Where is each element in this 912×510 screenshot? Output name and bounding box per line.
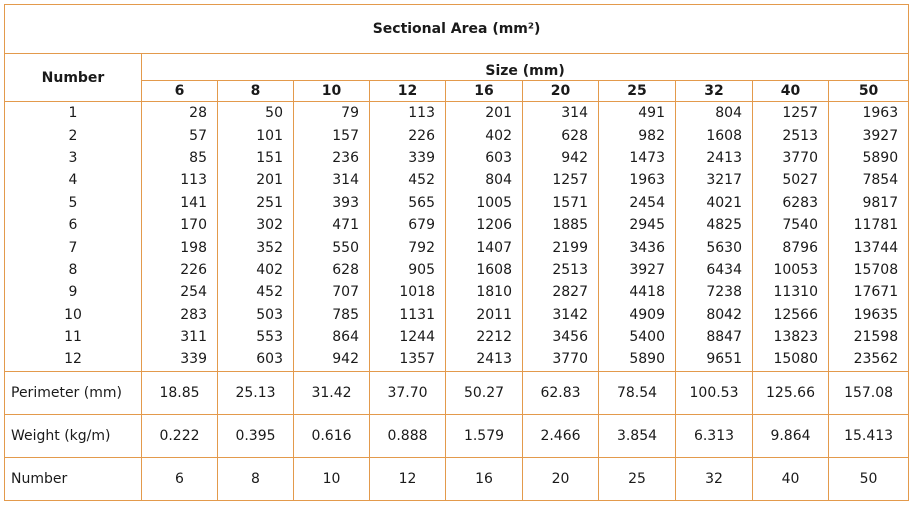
area-value-cell: 19635 (829, 304, 909, 326)
area-value-cell: 3927 (599, 259, 676, 281)
area-value-cell: 1571 (523, 192, 599, 214)
area-value-cell: 8042 (676, 304, 753, 326)
number-row-value: 10 (294, 457, 370, 500)
table-row (5, 192, 909, 214)
area-value-cell: 3770 (753, 147, 829, 169)
area-value-cell: 2513 (753, 124, 829, 146)
area-value-cell: 311 (142, 326, 218, 348)
number-row-value: 16 (446, 457, 523, 500)
area-value-cell: 1963 (829, 102, 909, 125)
perimeter-row-value: 100.53 (676, 371, 753, 414)
area-value-cell: 553 (218, 326, 294, 348)
weight-row-value: 9.864 (753, 414, 829, 457)
area-value-cell: 942 (523, 147, 599, 169)
area-value-cell: 1407 (446, 236, 523, 258)
area-value-cell: 452 (370, 169, 446, 191)
area-value-cell: 9651 (676, 348, 753, 371)
area-value-cell: 113 (370, 102, 446, 125)
number-row-value: 50 (829, 457, 909, 500)
area-value-cell: 12566 (753, 304, 829, 326)
area-value-cell: 170 (142, 214, 218, 236)
weight-row-value: 0.222 (142, 414, 218, 457)
area-value-cell: 23562 (829, 348, 909, 371)
size-column-header: 50 (829, 81, 909, 102)
bar-count-cell: 11 (5, 326, 142, 348)
area-value-cell: 157 (294, 124, 370, 146)
bar-count-cell: 12 (5, 348, 142, 371)
number-row-value: 32 (676, 457, 753, 500)
bar-count-cell: 10 (5, 304, 142, 326)
area-value-cell: 1885 (523, 214, 599, 236)
size-column-header: 8 (218, 81, 294, 102)
area-value-cell: 7854 (829, 169, 909, 191)
area-value-cell: 2413 (446, 348, 523, 371)
number-row-value: 20 (523, 457, 599, 500)
number-row-value: 12 (370, 457, 446, 500)
area-value-cell: 4021 (676, 192, 753, 214)
weight-row-value: 0.616 (294, 414, 370, 457)
weight-row-value: 6.313 (676, 414, 753, 457)
bar-count-cell: 1 (5, 102, 142, 125)
perimeter-row-value: 62.83 (523, 371, 599, 414)
weight-row-label: Weight (kg/m) (5, 414, 142, 457)
bar-count-cell: 8 (5, 259, 142, 281)
area-value-cell: 452 (218, 281, 294, 303)
area-value-cell: 471 (294, 214, 370, 236)
table-row (5, 348, 909, 371)
area-value-cell: 628 (294, 259, 370, 281)
perimeter-row-value: 125.66 (753, 371, 829, 414)
area-value-cell: 1005 (446, 192, 523, 214)
area-value-cell: 3456 (523, 326, 599, 348)
table-row (5, 304, 909, 326)
area-value-cell: 5400 (599, 326, 676, 348)
size-column-header: 32 (676, 81, 753, 102)
area-value-cell: 151 (218, 147, 294, 169)
area-value-cell: 1963 (599, 169, 676, 191)
perimeter-row-value: 37.70 (370, 371, 446, 414)
area-value-cell: 254 (142, 281, 218, 303)
perimeter-row-value: 78.54 (599, 371, 676, 414)
area-value-cell: 6283 (753, 192, 829, 214)
area-value-cell: 17671 (829, 281, 909, 303)
bar-count-cell: 4 (5, 169, 142, 191)
area-value-cell: 4418 (599, 281, 676, 303)
number-row-value: 40 (753, 457, 829, 500)
area-value-cell: 352 (218, 236, 294, 258)
area-value-cell: 13744 (829, 236, 909, 258)
perimeter-row-value: 31.42 (294, 371, 370, 414)
table-row (5, 259, 909, 281)
area-value-cell: 942 (294, 348, 370, 371)
size-column-header: 10 (294, 81, 370, 102)
area-value-cell: 251 (218, 192, 294, 214)
weight-row-value: 0.888 (370, 414, 446, 457)
area-value-cell: 21598 (829, 326, 909, 348)
area-value-cell: 141 (142, 192, 218, 214)
table-row (5, 124, 909, 146)
area-value-cell: 3217 (676, 169, 753, 191)
area-value-cell: 603 (446, 147, 523, 169)
area-value-cell: 7540 (753, 214, 829, 236)
area-value-cell: 198 (142, 236, 218, 258)
area-value-cell: 50 (218, 102, 294, 125)
table-row (5, 147, 909, 169)
size-header: Size (mm) (142, 54, 909, 81)
perimeter-row-value: 25.13 (218, 371, 294, 414)
area-value-cell: 1608 (676, 124, 753, 146)
bar-count-cell: 7 (5, 236, 142, 258)
area-value-cell: 85 (142, 147, 218, 169)
number-column-header: Number (5, 54, 142, 102)
area-value-cell: 1608 (446, 259, 523, 281)
area-value-cell: 491 (599, 102, 676, 125)
area-value-cell: 565 (370, 192, 446, 214)
area-value-cell: 339 (370, 147, 446, 169)
area-value-cell: 4909 (599, 304, 676, 326)
area-value-cell: 283 (142, 304, 218, 326)
area-value-cell: 226 (370, 124, 446, 146)
area-value-cell: 3436 (599, 236, 676, 258)
area-value-cell: 2011 (446, 304, 523, 326)
area-value-cell: 503 (218, 304, 294, 326)
weight-row-value: 3.854 (599, 414, 676, 457)
table-row (5, 214, 909, 236)
area-value-cell: 804 (676, 102, 753, 125)
bar-count-cell: 3 (5, 147, 142, 169)
area-value-cell: 393 (294, 192, 370, 214)
area-value-cell: 3770 (523, 348, 599, 371)
sectional-area-table (4, 4, 909, 501)
table-row (5, 236, 909, 258)
area-value-cell: 302 (218, 214, 294, 236)
area-value-cell: 628 (523, 124, 599, 146)
area-value-cell: 339 (142, 348, 218, 371)
table-row (5, 169, 909, 191)
bar-count-cell: 5 (5, 192, 142, 214)
area-value-cell: 2454 (599, 192, 676, 214)
perimeter-row-value: 50.27 (446, 371, 523, 414)
area-value-cell: 3142 (523, 304, 599, 326)
number-row-value: 25 (599, 457, 676, 500)
area-value-cell: 982 (599, 124, 676, 146)
size-column-header: 40 (753, 81, 829, 102)
area-value-cell: 5630 (676, 236, 753, 258)
area-value-cell: 57 (142, 124, 218, 146)
area-value-cell: 15080 (753, 348, 829, 371)
area-value-cell: 864 (294, 326, 370, 348)
size-column-header: 12 (370, 81, 446, 102)
area-value-cell: 2199 (523, 236, 599, 258)
area-value-cell: 101 (218, 124, 294, 146)
number-row (5, 457, 909, 500)
area-value-cell: 1473 (599, 147, 676, 169)
area-value-cell: 792 (370, 236, 446, 258)
area-value-cell: 226 (142, 259, 218, 281)
area-value-cell: 2945 (599, 214, 676, 236)
area-value-cell: 8847 (676, 326, 753, 348)
size-column-header: 25 (599, 81, 676, 102)
area-value-cell: 3927 (829, 124, 909, 146)
area-value-cell: 804 (446, 169, 523, 191)
table-container (4, 4, 909, 501)
area-value-cell: 550 (294, 236, 370, 258)
area-value-cell: 1257 (523, 169, 599, 191)
area-value-cell: 1810 (446, 281, 523, 303)
weight-row-value: 15.413 (829, 414, 909, 457)
weight-row-value: 2.466 (523, 414, 599, 457)
area-value-cell: 7238 (676, 281, 753, 303)
weight-row-value: 0.395 (218, 414, 294, 457)
area-value-cell: 1244 (370, 326, 446, 348)
weight-row-value: 1.579 (446, 414, 523, 457)
bar-count-cell: 6 (5, 214, 142, 236)
area-value-cell: 13823 (753, 326, 829, 348)
weight-row (5, 414, 909, 457)
area-value-cell: 8796 (753, 236, 829, 258)
area-value-cell: 11781 (829, 214, 909, 236)
table-title: Sectional Area (mm²) (5, 5, 909, 54)
area-value-cell: 236 (294, 147, 370, 169)
area-value-cell: 603 (218, 348, 294, 371)
area-value-cell: 5890 (599, 348, 676, 371)
area-value-cell: 785 (294, 304, 370, 326)
area-value-cell: 1131 (370, 304, 446, 326)
area-value-cell: 2413 (676, 147, 753, 169)
area-value-cell: 10053 (753, 259, 829, 281)
number-row-value: 6 (142, 457, 218, 500)
table-row (5, 281, 909, 303)
area-value-cell: 1206 (446, 214, 523, 236)
area-value-cell: 5890 (829, 147, 909, 169)
area-value-cell: 28 (142, 102, 218, 125)
number-row-label: Number (5, 457, 142, 500)
area-value-cell: 2513 (523, 259, 599, 281)
area-value-cell: 11310 (753, 281, 829, 303)
area-value-cell: 314 (523, 102, 599, 125)
area-value-cell: 1357 (370, 348, 446, 371)
number-row-value: 8 (218, 457, 294, 500)
area-value-cell: 1257 (753, 102, 829, 125)
area-value-cell: 6434 (676, 259, 753, 281)
area-value-cell: 79 (294, 102, 370, 125)
area-value-cell: 9817 (829, 192, 909, 214)
area-value-cell: 2212 (446, 326, 523, 348)
size-column-header: 20 (523, 81, 599, 102)
perimeter-row (5, 371, 909, 414)
area-value-cell: 1018 (370, 281, 446, 303)
area-value-cell: 314 (294, 169, 370, 191)
area-value-cell: 2827 (523, 281, 599, 303)
size-column-header: 6 (142, 81, 218, 102)
area-value-cell: 679 (370, 214, 446, 236)
table-row (5, 102, 909, 125)
size-column-header: 16 (446, 81, 523, 102)
perimeter-row-value: 157.08 (829, 371, 909, 414)
area-value-cell: 402 (446, 124, 523, 146)
bar-count-cell: 2 (5, 124, 142, 146)
bar-count-cell: 9 (5, 281, 142, 303)
perimeter-row-label: Perimeter (mm) (5, 371, 142, 414)
area-value-cell: 201 (446, 102, 523, 125)
perimeter-row-value: 18.85 (142, 371, 218, 414)
area-value-cell: 905 (370, 259, 446, 281)
area-value-cell: 4825 (676, 214, 753, 236)
area-value-cell: 113 (142, 169, 218, 191)
area-value-cell: 707 (294, 281, 370, 303)
area-value-cell: 201 (218, 169, 294, 191)
table-row (5, 326, 909, 348)
area-value-cell: 5027 (753, 169, 829, 191)
area-value-cell: 15708 (829, 259, 909, 281)
area-value-cell: 402 (218, 259, 294, 281)
